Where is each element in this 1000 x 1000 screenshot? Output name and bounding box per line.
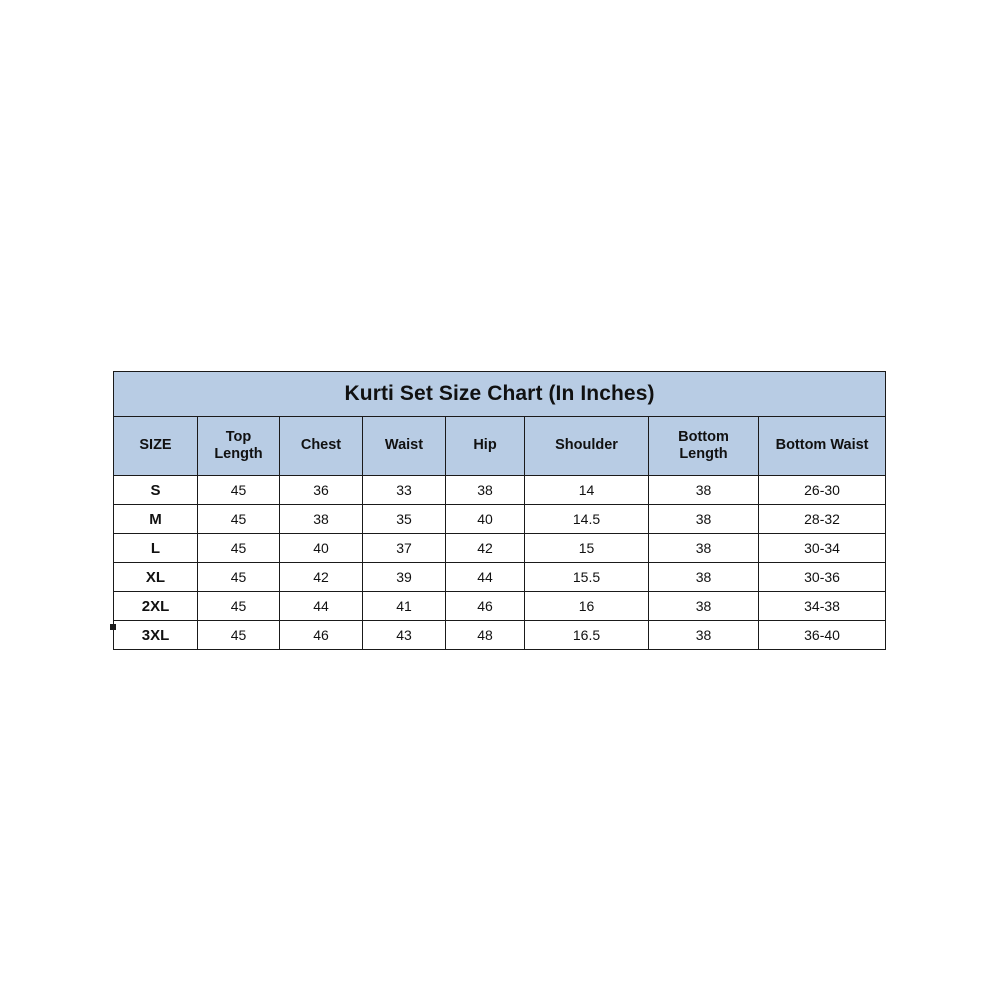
table-row	[114, 505, 886, 534]
cell-bottom-length: 38	[649, 505, 759, 534]
column-header-hip: Hip	[446, 417, 525, 476]
cell-top-length: 45	[198, 592, 280, 621]
column-header-chest: Chest	[280, 417, 363, 476]
cell-bottom-waist: 30-34	[759, 534, 886, 563]
column-header-top-length: Top Length	[198, 417, 280, 476]
column-header-waist: Waist	[363, 417, 446, 476]
cell-hip: 38	[446, 476, 525, 505]
cell-shoulder: 14	[525, 476, 649, 505]
cell-waist: 43	[363, 621, 446, 650]
cell-chest: 38	[280, 505, 363, 534]
cell-shoulder: 16	[525, 592, 649, 621]
corner-mark-icon	[110, 624, 116, 630]
cell-hip: 42	[446, 534, 525, 563]
size-chart-container	[113, 371, 885, 644]
cell-chest: 36	[280, 476, 363, 505]
table-row	[114, 534, 886, 563]
column-header-bottom-length: Bottom Length	[649, 417, 759, 476]
table-row	[114, 476, 886, 505]
cell-top-length: 45	[198, 563, 280, 592]
cell-chest: 44	[280, 592, 363, 621]
table-row	[114, 621, 886, 650]
cell-shoulder: 14.5	[525, 505, 649, 534]
cell-chest: 40	[280, 534, 363, 563]
cell-shoulder: 15.5	[525, 563, 649, 592]
column-header-bottom-waist: Bottom Waist	[759, 417, 886, 476]
cell-bottom-length: 38	[649, 476, 759, 505]
cell-hip: 48	[446, 621, 525, 650]
cell-hip: 46	[446, 592, 525, 621]
table-header-row	[114, 417, 886, 476]
cell-bottom-length: 38	[649, 621, 759, 650]
table-row	[114, 563, 886, 592]
table-row	[114, 592, 886, 621]
cell-top-length: 45	[198, 476, 280, 505]
cell-bottom-waist: 28-32	[759, 505, 886, 534]
table-title-row	[114, 372, 886, 417]
cell-shoulder: 16.5	[525, 621, 649, 650]
cell-bottom-waist: 30-36	[759, 563, 886, 592]
cell-waist: 41	[363, 592, 446, 621]
cell-chest: 46	[280, 621, 363, 650]
cell-hip: 40	[446, 505, 525, 534]
page-title: Kurti Set Size Chart (In Inches)	[114, 372, 886, 417]
cell-size: 3XL	[114, 621, 198, 650]
cell-shoulder: 15	[525, 534, 649, 563]
cell-waist: 37	[363, 534, 446, 563]
column-header-size: SIZE	[114, 417, 198, 476]
cell-top-length: 45	[198, 505, 280, 534]
cell-chest: 42	[280, 563, 363, 592]
cell-size: XL	[114, 563, 198, 592]
size-chart-table	[113, 371, 886, 650]
cell-bottom-length: 38	[649, 563, 759, 592]
cell-top-length: 45	[198, 534, 280, 563]
cell-size: M	[114, 505, 198, 534]
cell-size: S	[114, 476, 198, 505]
cell-waist: 35	[363, 505, 446, 534]
cell-bottom-waist: 26-30	[759, 476, 886, 505]
cell-top-length: 45	[198, 621, 280, 650]
cell-bottom-waist: 34-38	[759, 592, 886, 621]
cell-waist: 39	[363, 563, 446, 592]
cell-bottom-length: 38	[649, 534, 759, 563]
cell-bottom-waist: 36-40	[759, 621, 886, 650]
cell-bottom-length: 38	[649, 592, 759, 621]
cell-hip: 44	[446, 563, 525, 592]
cell-size: L	[114, 534, 198, 563]
column-header-shoulder: Shoulder	[525, 417, 649, 476]
cell-size: 2XL	[114, 592, 198, 621]
cell-waist: 33	[363, 476, 446, 505]
